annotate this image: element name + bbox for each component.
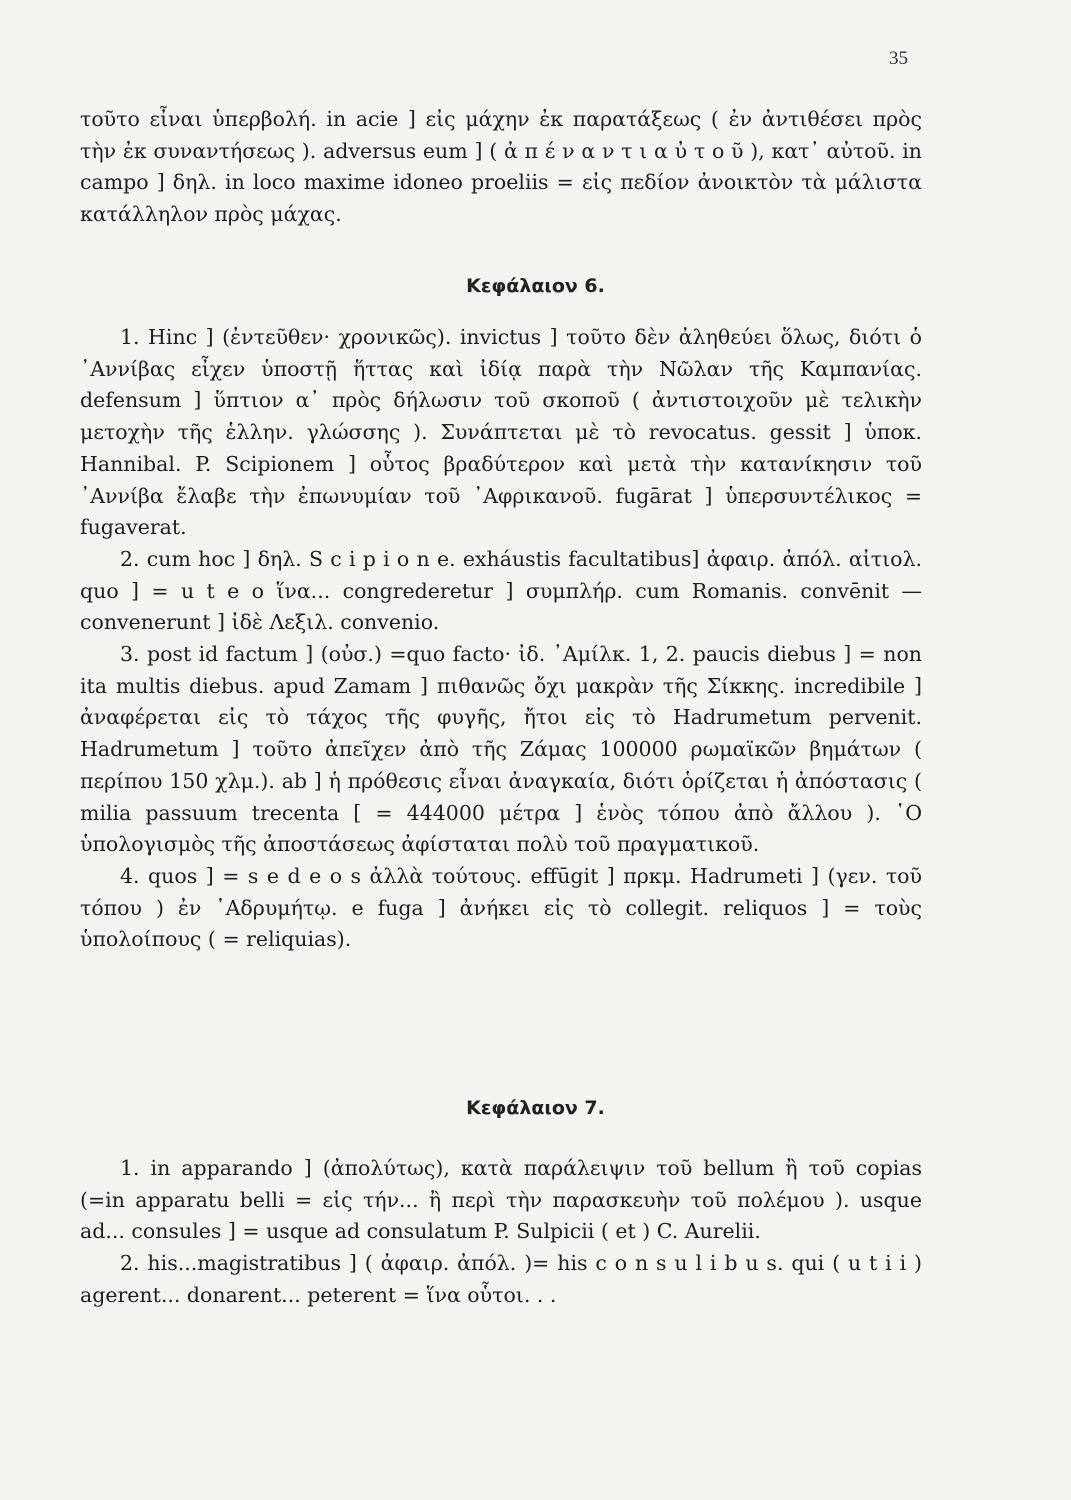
intro-paragraph: τοῦτο εἶναι ὑπερβολή. in acie ] εἰς μάχην ἐκ παρατάξεως ( ἐν ἀντιθέσει πρὸς τὴν ἐκ συναντήσεως ). adversus eum ] ( ἀ π έ ν α ν τ ι α ὐ τ ο ῦ ), κατ᾽ αὐτοῦ. in campo ] δηλ. in loco maxime idoneo proeliis = εἰς πεδίον ἀνοικτὸν τὰ μάλιστα κατάλληλον πρὸς μάχας. <box>80 107 922 227</box>
chapter-6-paragraph-2: 2. cum hoc ] δηλ. S c i p i o n e. exháustis facultatibus] ἀφαιρ. ἀπόλ. αἰτιολ. quo ] = u t e o ἵνα... congrederetur ] συμπλήρ. cum Romanis. convēnit — convenerunt ] ἰδὲ Λεξιλ. convenio. <box>80 546 922 635</box>
page-number: 35 <box>889 48 908 69</box>
chapter-7-body <box>80 1153 922 1312</box>
chapter-6-body <box>80 322 922 956</box>
chapter-6-paragraph-4: 4. quos ] = s e d e o s ἀλλὰ τούτους. effūgit ] πρκμ. Hadrumeti ] (γεν. τοῦ τόπου ) ἐν ῾Αδρυμήτῳ. e fuga ] ἀνήκει εἰς τὸ collegit. reliquos ] = τοὺς ὑπολοίπους ( = reliquias). <box>80 863 922 952</box>
chapter-7-paragraph-2: 2. his...magistratibus ] ( ἀφαιρ. ἀπόλ. )= his c o n s u l i b u s. qui ( u t i i ) agerent... donarent... peterent = ἵνα οὗτοι. . . <box>80 1251 922 1307</box>
chapter-6-heading: Κεφάλαιον 6. <box>466 275 605 297</box>
chapter-6-paragraph-1: 1. Hinc ] (ἐντεῦθεν· χρονικῶς). invictus ] τοῦτο δὲν ἀληθεύει ὅλως, διότι ὁ ᾽Αννίβας εἶχεν ὑποστῇ ἥττας καὶ ἰδίᾳ παρὰ τὴν Νῶλαν τῆς Καμπανίας. defensum ] ὕπτιον α᾽ πρὸς δήλωσιν τοῦ σκοποῦ ( ἀντιστοιχοῦν μὲ τελικὴν μετοχὴν τῆς ἑλλην. γλώσσης ). Συνάπτεται μὲ τὸ revocatus. gessit ] ὑποκ. Hannibal. P. Scipionem ] οὗτος βραδύτερον καὶ μετὰ τὴν κατανίκησιν τοῦ ᾽Αννίβα ἔλαβε τὴν ἐπωνυμίαν τοῦ ᾽Αφρικανοῦ. fugārat ] ὑπερσυντέλικος = fugaverat. <box>80 325 922 540</box>
chapter-7-heading: Κεφάλαιον 7. <box>466 1097 605 1119</box>
chapter-6-paragraph-3: 3. post id factum ] (οὐσ.) =quo facto· ἰδ. ᾽Αμίλκ. 1, 2. paucis diebus ] = non ita multis diebus. apud Zamam ] πιθανῶς ὄχι μακρὰν τῆς Σίκκης. incredibile ] ἀναφέρεται εἰς τὸ τάχος τῆς φυγῆς, ἤτοι εἰς τὸ Hadrumetum pervenit. Hadrumetum ] τοῦτο ἀπεῖχεν ἀπὸ τῆς Ζάμας 100000 ρωμαϊκῶν βημάτων ( περίπου 150 χλμ.). ab ] ἡ πρόθεσις εἶναι ἀναγκαία, διότι ὁρίζεται ἡ ἀπόστασις ( milia passuum trecenta [ = 444000 μέτρα ] ἑνὸς τόπου ἀπὸ ἄλλου ). ῾Ο ὑπολογισμὸς τῆς ἀποστάσεως ἀφίσταται πολὺ τοῦ πραγματικοῦ. <box>80 642 922 857</box>
chapter-7-paragraph-1: 1. in apparando ] (ἀπολύτως), κατὰ παράλειψιν τοῦ bellum ἢ τοῦ copias (=in apparatu belli = εἰς τήν... ἢ περὶ τὴν παρασκευὴν τοῦ πολέμου ). usque ad... consules ] = usque ad consulatum P. Sulpicii ( et ) C. Aurelii. <box>80 1156 922 1244</box>
intro-section <box>80 104 922 231</box>
